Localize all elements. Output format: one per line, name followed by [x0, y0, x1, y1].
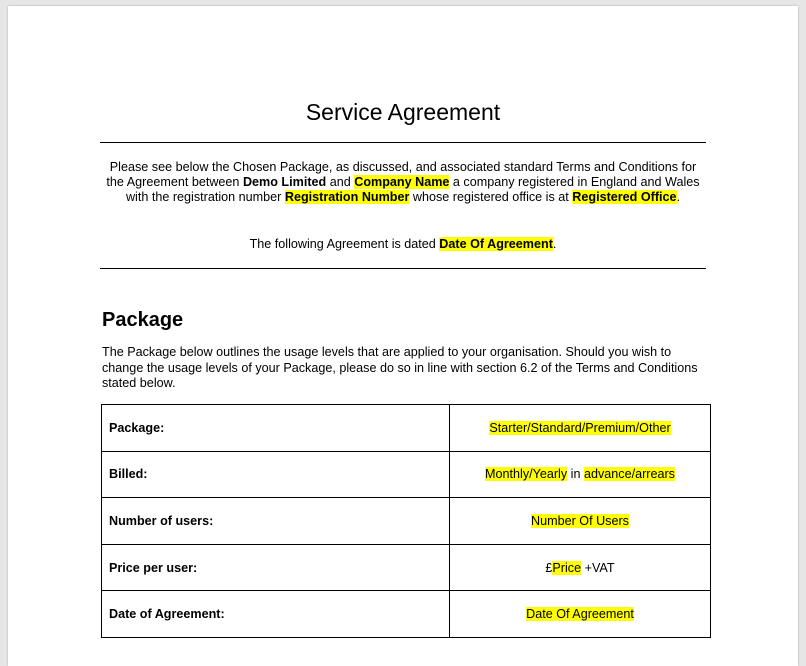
intro-and: and — [326, 175, 355, 189]
intro-text-2: a company registered in England and Wales with the registration number — [125, 175, 700, 204]
party-a-name: Demo Limited — [242, 175, 327, 189]
row-label: Number of users: — [102, 498, 450, 545]
document-title: Service Agreement — [305, 99, 501, 125]
vat-suffix: +VAT — [581, 560, 615, 575]
intro-text-1: Please see below the Chosen Package, as discussed, and associated standard Terms and Conditions for the Agreement between — [106, 160, 697, 189]
row-value — [450, 591, 711, 638]
row-value — [450, 498, 711, 545]
title-divider — [100, 142, 706, 143]
row-label: Package: — [102, 405, 450, 452]
row-label: Price per user: — [102, 544, 450, 591]
billing-timing-field: advance/arrears — [583, 467, 675, 482]
dated-suffix: . — [552, 237, 557, 251]
intro-text-3: whose registered office is at — [409, 190, 573, 204]
package-paragraph: The Package below outlines the usage levels that are applied to your organisation. Should you wish to change the usage levels of your Package, please do so in line with section 6.2 of the Terms and Conditions stated below. — [102, 345, 698, 390]
row-value — [450, 451, 711, 498]
row-label: Date of Agreement: — [102, 591, 450, 638]
agreement-date-field: Date Of Agreement — [439, 237, 553, 251]
registration-number-field: Registration Number — [284, 190, 410, 204]
intro-paragraph — [100, 160, 706, 205]
number-of-users-field: Number Of Users — [531, 513, 629, 528]
intro-divider — [100, 268, 706, 269]
agreement-dated-line — [100, 237, 706, 252]
package-table — [101, 404, 711, 638]
price-field: Price — [552, 560, 582, 575]
table-row — [102, 544, 711, 591]
table-row — [102, 405, 711, 452]
package-type-field: Starter/Standard/Premium/Other — [489, 420, 671, 435]
row-value — [450, 544, 711, 591]
billing-in: in — [567, 467, 584, 482]
date-of-agreement-field: Date Of Agreement — [526, 607, 634, 622]
table-row — [102, 591, 711, 638]
dated-prefix: The following Agreement is dated — [249, 237, 440, 251]
currency-symbol: £ — [545, 560, 553, 575]
table-row — [102, 451, 711, 498]
row-label: Billed: — [102, 451, 450, 498]
row-value — [450, 405, 711, 452]
billing-period-field: Monthly/Yearly — [485, 467, 568, 482]
package-heading: Package — [102, 309, 184, 331]
company-name-field: Company Name — [354, 175, 450, 189]
registered-office-field: Registered Office — [572, 190, 677, 204]
table-row — [102, 498, 711, 545]
intro-end: . — [676, 190, 681, 204]
